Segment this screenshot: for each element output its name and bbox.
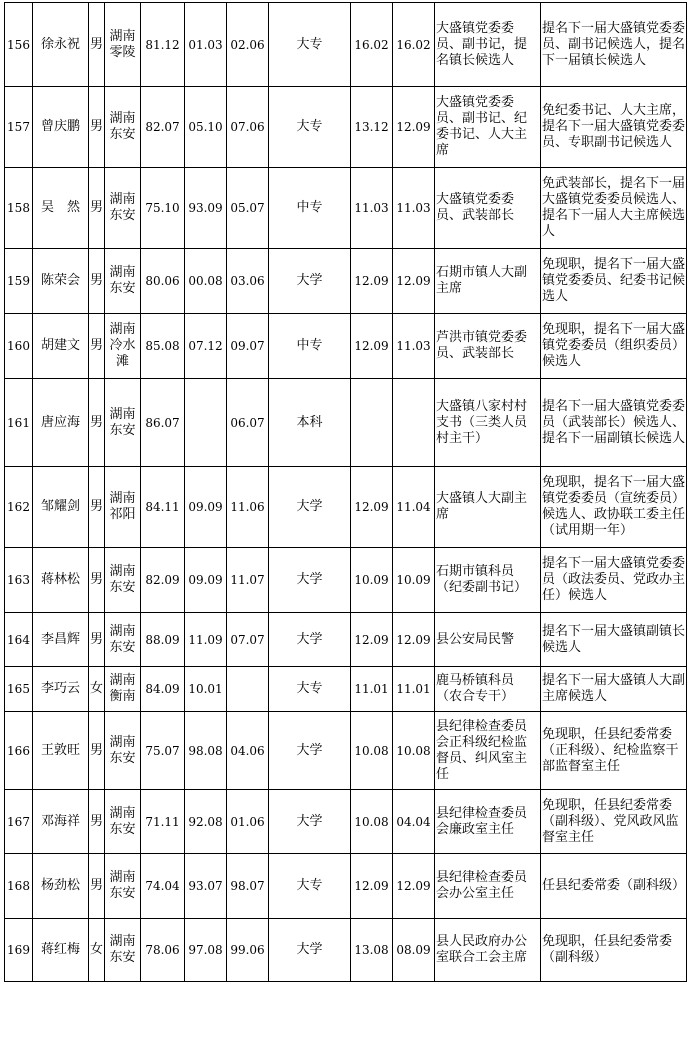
row-number: 168 — [5, 854, 33, 919]
row-current-rank-date: 10.08 — [393, 712, 435, 790]
row-work-date: 07.06 — [227, 87, 269, 168]
row-work-date: 07.07 — [227, 613, 269, 667]
table-row — [5, 249, 687, 314]
row-birth-date: 75.07 — [141, 712, 185, 790]
row-work-date: 06.07 — [227, 379, 269, 467]
table-row — [5, 3, 687, 87]
row-name: 曾庆鹏 — [33, 87, 89, 168]
table-row — [5, 790, 687, 854]
row-proposed-position: 任县纪委常委（副科级） — [541, 854, 687, 919]
row-birthplace: 湖南东安 — [105, 919, 141, 982]
row-proposed-position: 免武装部长，提名下一届大盛镇党委委员候选人、提名下一届人大主席候选人 — [541, 168, 687, 249]
row-current-position: 县纪律检查委员会正科级纪检监督员、纠风室主任 — [435, 712, 541, 790]
row-current-position: 县纪律检查委员会廉政室主任 — [435, 790, 541, 854]
row-number: 165 — [5, 667, 33, 712]
row-proposed-position: 免现职，提名下一届大盛镇党委委员（宣统委员）候选人、政协联工委主任（试用期一年） — [541, 467, 687, 548]
row-name: 杨劲松 — [33, 854, 89, 919]
row-birth-date: 86.07 — [141, 379, 185, 467]
row-party-date: 11.09 — [185, 613, 227, 667]
row-name: 蒋红梅 — [33, 919, 89, 982]
row-work-date: 04.06 — [227, 712, 269, 790]
row-party-date: 93.09 — [185, 168, 227, 249]
row-current-post-date: 16.02 — [351, 3, 393, 87]
table-row — [5, 854, 687, 919]
row-work-date: 11.07 — [227, 548, 269, 613]
row-work-date: 05.07 — [227, 168, 269, 249]
row-education: 大学 — [269, 467, 351, 548]
row-sex: 男 — [89, 790, 105, 854]
row-party-date: 93.07 — [185, 854, 227, 919]
row-current-position: 石期市镇人大副主席 — [435, 249, 541, 314]
row-proposed-position: 免现职，任县纪委常委（正科级）、纪检监察干部监督室主任 — [541, 712, 687, 790]
row-work-date: 03.06 — [227, 249, 269, 314]
row-proposed-position: 免现职，提名下一届大盛镇党委委员、纪委书记候选人 — [541, 249, 687, 314]
row-proposed-position: 提名下一届大盛镇党委委员（武装部长）候选人、提名下一届副镇长候选人 — [541, 379, 687, 467]
row-party-date: 98.08 — [185, 712, 227, 790]
row-sex: 女 — [89, 667, 105, 712]
row-current-post-date: 12.09 — [351, 467, 393, 548]
row-current-post-date: 10.09 — [351, 548, 393, 613]
row-party-date: 01.03 — [185, 3, 227, 87]
row-birthplace: 湖南东安 — [105, 613, 141, 667]
row-birth-date: 74.04 — [141, 854, 185, 919]
row-work-date — [227, 667, 269, 712]
row-party-date: 92.08 — [185, 790, 227, 854]
row-birthplace: 湖南冷水滩 — [105, 314, 141, 379]
row-current-post-date: 11.01 — [351, 667, 393, 712]
row-education: 大专 — [269, 3, 351, 87]
row-sex: 女 — [89, 919, 105, 982]
table-row — [5, 919, 687, 982]
row-birth-date: 71.11 — [141, 790, 185, 854]
row-number: 156 — [5, 3, 33, 87]
row-current-position: 石期市镇科员（纪委副书记） — [435, 548, 541, 613]
row-party-date: 05.10 — [185, 87, 227, 168]
row-birthplace: 湖南东安 — [105, 790, 141, 854]
row-sex: 男 — [89, 854, 105, 919]
row-current-position: 县纪律检查委员会办公室主任 — [435, 854, 541, 919]
row-current-position: 大盛镇党委委员、副书记、纪委书记、人大主席 — [435, 87, 541, 168]
row-current-rank-date: 11.03 — [393, 314, 435, 379]
row-education: 中专 — [269, 314, 351, 379]
row-name: 邓海祥 — [33, 790, 89, 854]
table-row — [5, 467, 687, 548]
table-row — [5, 87, 687, 168]
row-birthplace: 湖南东安 — [105, 249, 141, 314]
row-work-date: 02.06 — [227, 3, 269, 87]
row-current-rank-date: 11.03 — [393, 168, 435, 249]
row-current-position: 鹿马桥镇科员（农合专干） — [435, 667, 541, 712]
row-birth-date: 84.09 — [141, 667, 185, 712]
row-education: 本科 — [269, 379, 351, 467]
row-number: 167 — [5, 790, 33, 854]
row-birth-date: 80.06 — [141, 249, 185, 314]
row-current-position: 县公安局民警 — [435, 613, 541, 667]
row-education: 中专 — [269, 168, 351, 249]
table-row — [5, 613, 687, 667]
row-work-date: 98.07 — [227, 854, 269, 919]
row-current-post-date: 12.09 — [351, 854, 393, 919]
row-work-date: 99.06 — [227, 919, 269, 982]
row-current-position: 芦洪市镇党委委员、武装部长 — [435, 314, 541, 379]
row-current-rank-date: 11.04 — [393, 467, 435, 548]
row-current-position: 大盛镇党委委员、武装部长 — [435, 168, 541, 249]
row-education: 大学 — [269, 919, 351, 982]
row-current-post-date: 13.12 — [351, 87, 393, 168]
row-party-date: 97.08 — [185, 919, 227, 982]
row-current-position: 县人民政府办公室联合工会主席 — [435, 919, 541, 982]
row-current-post-date: 11.03 — [351, 168, 393, 249]
row-birthplace: 湖南衡南 — [105, 667, 141, 712]
row-current-rank-date: 08.09 — [393, 919, 435, 982]
row-number: 159 — [5, 249, 33, 314]
row-current-position: 大盛镇八家村村支书（三类人员村主干） — [435, 379, 541, 467]
row-current-rank-date: 04.04 — [393, 790, 435, 854]
row-sex: 男 — [89, 712, 105, 790]
row-party-date — [185, 379, 227, 467]
row-current-post-date: 12.09 — [351, 249, 393, 314]
row-current-post-date: 12.09 — [351, 613, 393, 667]
row-name: 李巧云 — [33, 667, 89, 712]
row-number: 166 — [5, 712, 33, 790]
row-sex: 男 — [89, 168, 105, 249]
table-row — [5, 712, 687, 790]
row-proposed-position: 免纪委书记、人大主席，提名下一届大盛镇党委委员、专职副书记候选人 — [541, 87, 687, 168]
row-proposed-position: 提名下一届大盛镇人大副主席候选人 — [541, 667, 687, 712]
row-education: 大学 — [269, 548, 351, 613]
row-work-date: 09.07 — [227, 314, 269, 379]
row-number: 158 — [5, 168, 33, 249]
row-current-rank-date — [393, 379, 435, 467]
row-education: 大专 — [269, 87, 351, 168]
row-current-position: 大盛镇党委委员、副书记，提名镇长候选人 — [435, 3, 541, 87]
row-sex: 男 — [89, 87, 105, 168]
row-birth-date: 84.11 — [141, 467, 185, 548]
row-birthplace: 湖南东安 — [105, 87, 141, 168]
row-current-rank-date: 11.01 — [393, 667, 435, 712]
row-current-post-date: 13.08 — [351, 919, 393, 982]
row-number: 161 — [5, 379, 33, 467]
cadre-table — [4, 2, 687, 982]
row-number: 160 — [5, 314, 33, 379]
row-education: 大学 — [269, 790, 351, 854]
row-birthplace: 湖南东安 — [105, 168, 141, 249]
row-current-rank-date: 12.09 — [393, 87, 435, 168]
row-number: 163 — [5, 548, 33, 613]
row-name: 徐永祝 — [33, 3, 89, 87]
table-row — [5, 379, 687, 467]
row-education: 大学 — [269, 613, 351, 667]
row-name: 吴 然 — [33, 168, 89, 249]
row-sex: 男 — [89, 249, 105, 314]
row-current-position: 大盛镇人大副主席 — [435, 467, 541, 548]
row-party-date: 00.08 — [185, 249, 227, 314]
row-name: 陈荣会 — [33, 249, 89, 314]
row-proposed-position: 免现职，任县纪委常委（副科级）、党风政风监督室主任 — [541, 790, 687, 854]
row-proposed-position: 提名下一届大盛镇副镇长候选人 — [541, 613, 687, 667]
row-work-date: 01.06 — [227, 790, 269, 854]
row-current-post-date — [351, 379, 393, 467]
row-birthplace: 湖南东安 — [105, 379, 141, 467]
row-name: 蒋林松 — [33, 548, 89, 613]
row-number: 164 — [5, 613, 33, 667]
row-birthplace: 湖南东安 — [105, 548, 141, 613]
row-birthplace: 湖南零陵 — [105, 3, 141, 87]
row-proposed-position: 提名下一届大盛镇党委委员、副书记候选人，提名下一届镇长候选人 — [541, 3, 687, 87]
row-sex: 男 — [89, 314, 105, 379]
row-name: 胡建文 — [33, 314, 89, 379]
row-education: 大专 — [269, 667, 351, 712]
row-birth-date: 78.06 — [141, 919, 185, 982]
row-party-date: 10.01 — [185, 667, 227, 712]
row-birth-date: 85.08 — [141, 314, 185, 379]
row-birthplace: 湖南祁阳 — [105, 467, 141, 548]
row-proposed-position: 免现职，任县纪委常委（副科级） — [541, 919, 687, 982]
row-sex: 男 — [89, 379, 105, 467]
row-party-date: 09.09 — [185, 548, 227, 613]
table-row — [5, 314, 687, 379]
row-current-post-date: 10.08 — [351, 790, 393, 854]
table-row — [5, 548, 687, 613]
row-current-rank-date: 12.09 — [393, 613, 435, 667]
row-party-date: 09.09 — [185, 467, 227, 548]
row-current-rank-date: 10.09 — [393, 548, 435, 613]
row-education: 大学 — [269, 712, 351, 790]
row-birth-date: 81.12 — [141, 3, 185, 87]
table-row — [5, 667, 687, 712]
row-education: 大学 — [269, 249, 351, 314]
table-row — [5, 168, 687, 249]
row-education: 大专 — [269, 854, 351, 919]
row-proposed-position: 提名下一届大盛镇党委委员（政法委员、党政办主任）候选人 — [541, 548, 687, 613]
row-current-rank-date: 12.09 — [393, 249, 435, 314]
row-sex: 男 — [89, 467, 105, 548]
row-birth-date: 82.07 — [141, 87, 185, 168]
row-name: 邹耀剑 — [33, 467, 89, 548]
row-birth-date: 75.10 — [141, 168, 185, 249]
row-birthplace: 湖南东安 — [105, 854, 141, 919]
row-sex: 男 — [89, 3, 105, 87]
row-name: 李昌辉 — [33, 613, 89, 667]
row-proposed-position: 免现职，提名下一届大盛镇党委委员（组织委员）候选人 — [541, 314, 687, 379]
row-party-date: 07.12 — [185, 314, 227, 379]
row-current-post-date: 10.08 — [351, 712, 393, 790]
row-birth-date: 82.09 — [141, 548, 185, 613]
row-number: 157 — [5, 87, 33, 168]
row-current-rank-date: 12.09 — [393, 854, 435, 919]
row-number: 162 — [5, 467, 33, 548]
row-name: 王敦旺 — [33, 712, 89, 790]
row-name: 唐应海 — [33, 379, 89, 467]
row-work-date: 11.06 — [227, 467, 269, 548]
row-birth-date: 88.09 — [141, 613, 185, 667]
row-number: 169 — [5, 919, 33, 982]
row-current-rank-date: 16.02 — [393, 3, 435, 87]
row-current-post-date: 12.09 — [351, 314, 393, 379]
row-sex: 男 — [89, 548, 105, 613]
row-sex: 男 — [89, 613, 105, 667]
row-birthplace: 湖南东安 — [105, 712, 141, 790]
